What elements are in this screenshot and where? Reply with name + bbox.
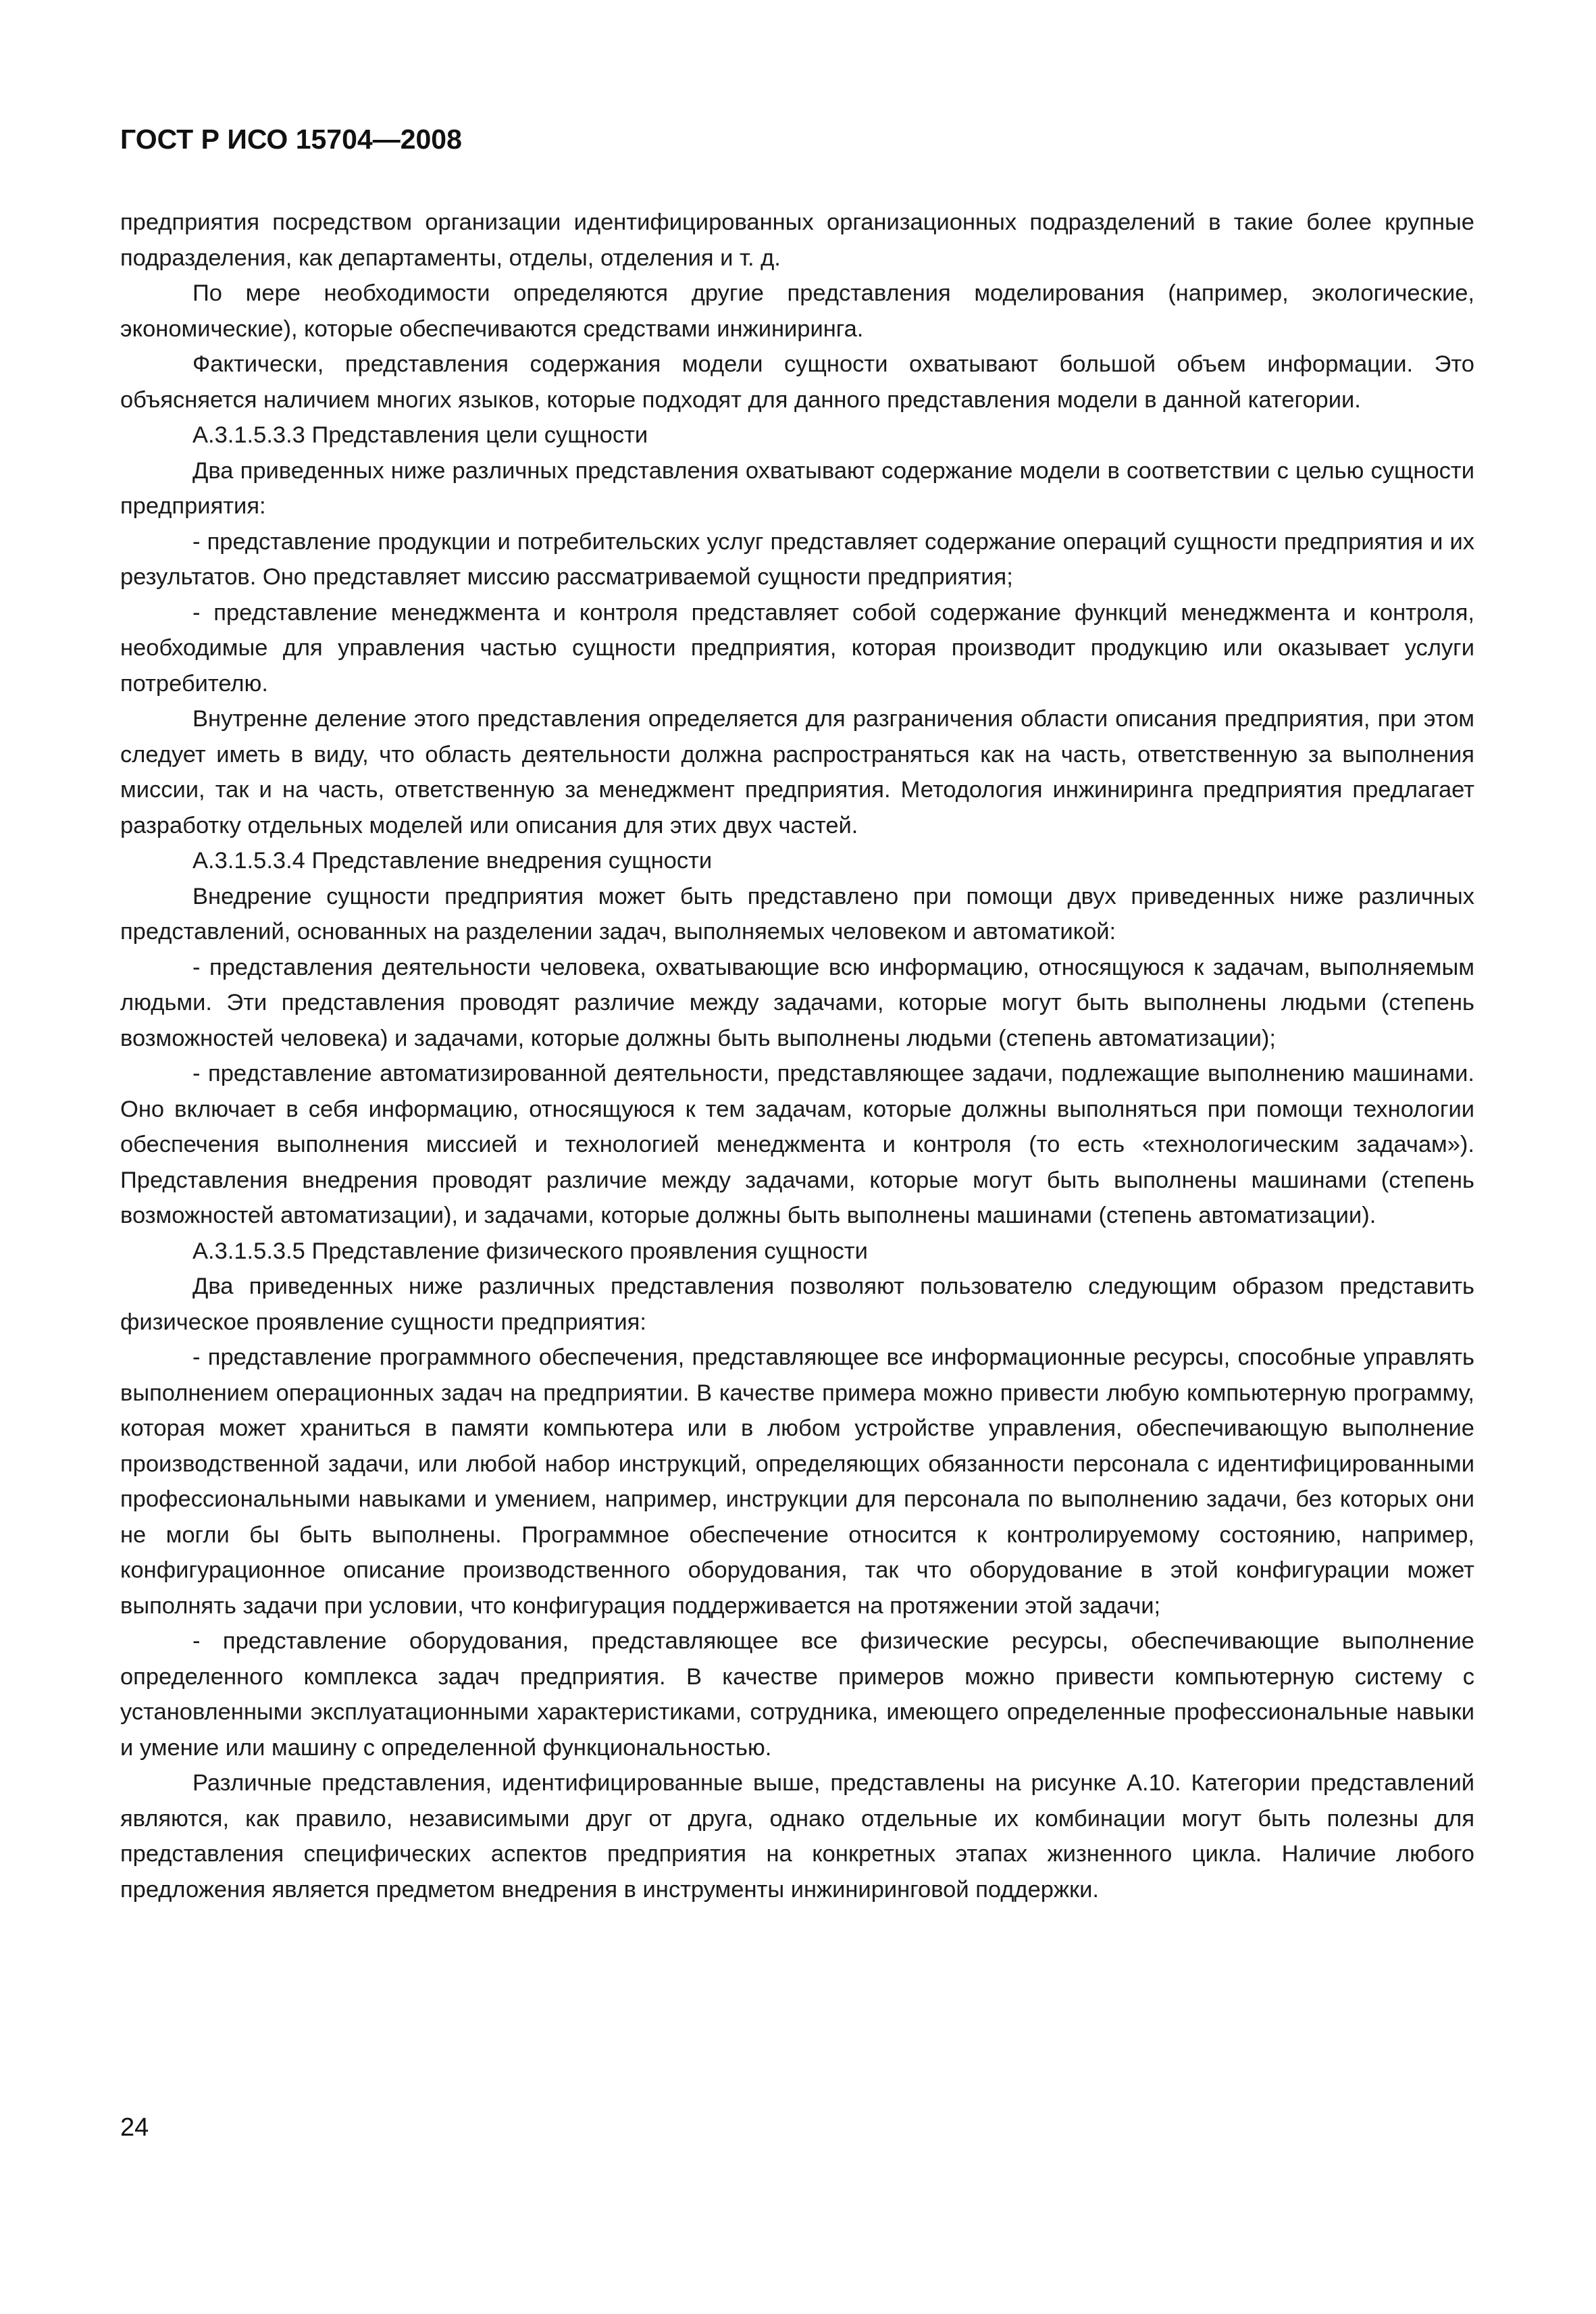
- paragraph: Два приведенных ниже различных представления позволяют пользователю следующим образом представить физическое проявление сущности предприятия:: [120, 1274, 1474, 1335]
- page-number: 24: [120, 2113, 149, 2142]
- paragraph: предприятия посредством организации идентифицированных организационных подразделений в такие более крупные подразделения, как департаменты, отделы, отделения и т. д.: [120, 209, 1474, 271]
- paragraph: Различные представления, идентифицированные выше, представлены на рисунке А.10. Категории представлений являются, как правило, независимыми друг от друга, однако отдельные их комбинации могут быть полезны для представления специфических аспектов предприятия на конкретных этапах жизненного цикла. Наличие любого предложения является предметом внедрения в инструменты инжиниринговой поддержки.: [120, 1770, 1474, 1903]
- standard-header: ГОСТ Р ИСО 15704—2008: [120, 124, 462, 155]
- list-item: - представления деятельности человека, охватывающие всю информацию, относящуюся к задачам, выполняемым людьми. Эти представления проводят различие между задачами, которые могут быть выполнены людьми (степень возможностей человека) и задачами, которые должны быть выполнены людьми (степень автоматизации);: [120, 954, 1474, 1051]
- list-item: - представление программного обеспечения, представляющее все информационные ресурсы, способные управлять выполнением операционных задач на предприятии. В качестве примера можно привести любую компьютерную программу, которая может храниться в памяти компьютера или в любом устройстве управления, обеспечивающую выполнение производственной задачи, или любой набор инструкций, определяющих обязанности персонала с идентифицированными профессиональными навыками и умением, например, инструкции для персонала по выполнению задачи, без которых они не могли бы быть выполнены. Программное обеспечение относится к контролируемому состоянию, например, конфигурационное описание производственного оборудования, так что оборудование в этой конфигурации может выполнять задачи при условии, что конфигурация поддерживается на протяжении этой задачи;: [120, 1344, 1474, 1619]
- section-heading: А.3.1.5.3.3 Представления цели сущности: [192, 422, 648, 448]
- list-item: - представление оборудования, представляющее все физические ресурсы, обеспечивающие выполнение определенного комплекса задач предприятия. В качестве примеров можно привести компьютерную систему с установленными эксплуатационными характеристиками, сотрудника, имеющего определенные профессиональные навыки и умение или машину с определенной функциональностью.: [120, 1628, 1474, 1761]
- list-item: - представление продукции и потребительских услуг представляет содержание операций сущности предприятия и их результатов. Оно представляет миссию рассматриваемой сущности предприятия;: [120, 528, 1474, 590]
- list-item: - представление автоматизированной деятельности, представляющее задачи, подлежащие выполнению машинами. Оно включает в себя информацию, относящуюся к тем задачам, которые должны выполняться при помощи технологии обеспечения выполнения миссией и технологией менеджмента и контроля (то есть «технологическим задачам»). Представления внедрения проводят различие между задачами, которые могут быть выполнены машинами (степень возможностей автоматизации), и задачами, которые должны быть выполнены машинами (степень автоматизации).: [120, 1061, 1474, 1228]
- paragraph: Внутренне деление этого представления определяется для разграничения области описания предприятия, при этом следует иметь в виду, что область деятельности должна распространяться как на часть, ответственную за выполнения миссии, так и на часть, ответственную за менеджмент предприятия. Методология инжиниринга предприятия предлагает разработку отдельных моделей или описания для этих двух частей.: [120, 706, 1474, 838]
- paragraph: Два приведенных ниже различных представления охватывают содержание модели в соответствии с целью сущности предприятия:: [120, 457, 1474, 519]
- paragraph: По мере необходимости определяются другие представления моделирования (например, экологические, экономические), которые обеспечиваются средствами инжиниринга.: [120, 280, 1474, 342]
- list-item: - представление менеджмента и контроля представляет собой содержание функций менеджмента и контроля, необходимые для управления частью сущности предприятия, которая производит продукцию или оказывает услуги потребителю.: [120, 599, 1474, 697]
- paragraph: Внедрение сущности предприятия может быть представлено при помощи двух приведенных ниже различных представлений, основанных на разделении задач, выполняемых человеком и автоматикой:: [120, 883, 1474, 945]
- section-heading: А.3.1.5.3.4 Представление внедрения сущности: [192, 848, 713, 874]
- paragraph: Фактически, представления содержания модели сущности охватывают большой объем информации. Это объясняется наличием многих языков, которые подходят для данного представления модели в данной категории.: [120, 351, 1474, 413]
- document-body: [120, 205, 1474, 1907]
- section-heading: А.3.1.5.3.5 Представление физического проявления сущности: [192, 1238, 868, 1264]
